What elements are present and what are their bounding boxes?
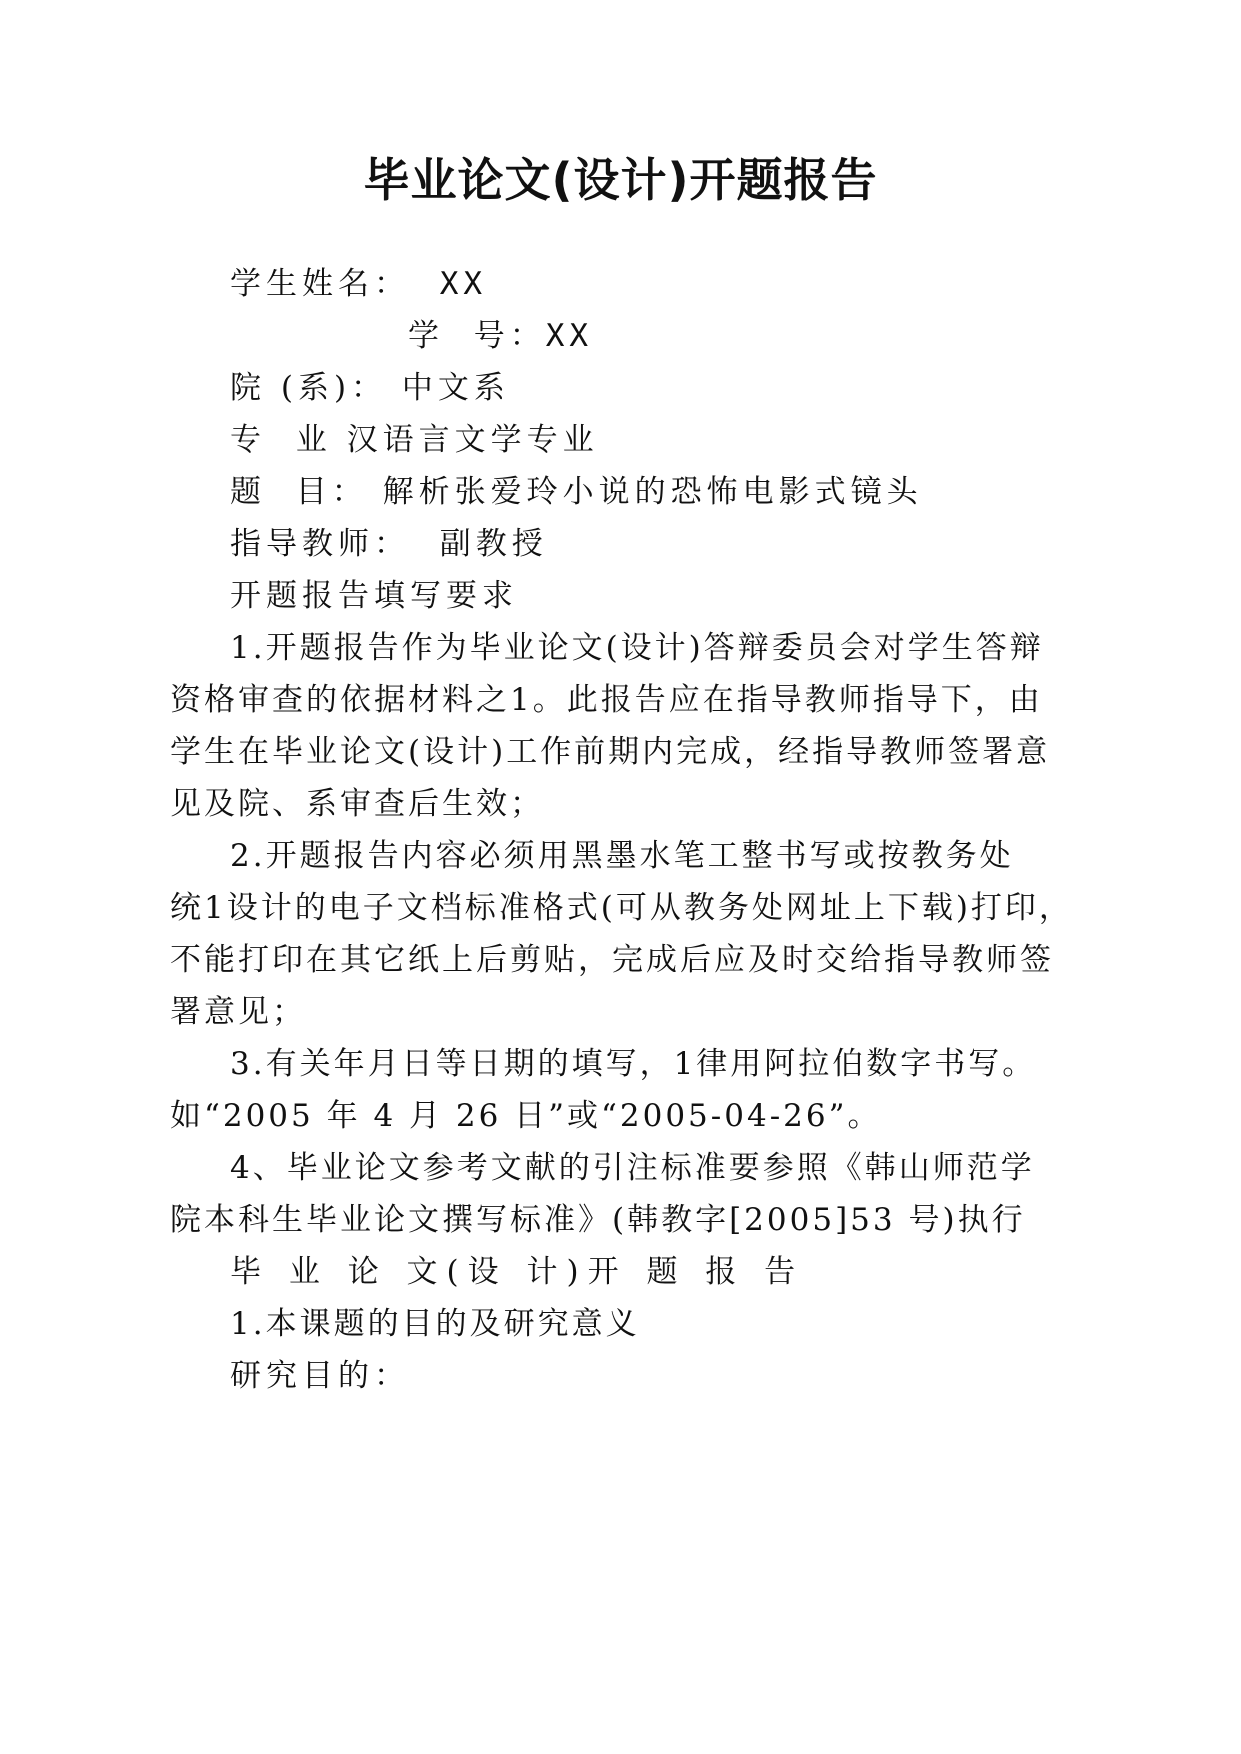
requirement-1-line-2: 资格审查的依据材料之1。此报告应在指导教师指导下，由 (170, 682, 1043, 718)
student-id-label: 学 号： (408, 318, 546, 354)
page-title: 毕业论文(设计)开题报告 (363, 153, 878, 207)
requirement-2-line-4: 署意见； (170, 994, 306, 1030)
requirement-1-line-1: 1.开题报告作为毕业论文(设计)答辩委员会对学生答辩 (230, 630, 1044, 666)
requirement-4-line-1: 4、毕业论文参考文献的引注标准要参照《韩山师范学 (230, 1150, 1035, 1186)
research-purpose-label: 研究目的： (230, 1358, 410, 1394)
requirement-2-line-3: 不能打印在其它纸上后剪贴，完成后应及时交给指导教师签 (170, 942, 1054, 978)
requirement-3-line-1: 3.有关年月日等日期的填写，1律用阿拉伯数字书写。 (230, 1046, 1037, 1082)
department-value: 中文系 (401, 370, 510, 406)
department-label: 院 (系)： (230, 370, 388, 406)
section-1-heading: 1.本课题的目的及研究意义 (230, 1306, 640, 1342)
advisor-value: 副教授 (439, 526, 548, 562)
requirements-heading: 开题报告填写要求 (230, 578, 518, 614)
requirement-2-line-2: 统1设计的电子文档标准格式(可从教务处网址上下载)打印， (170, 890, 1073, 926)
major-label: 专 业 (230, 422, 332, 458)
advisor-row (230, 524, 548, 564)
topic-value: 解析张爱玲小说的恐怖电影式镜头 (382, 474, 923, 510)
requirement-3-line-2: 如“2005 年 4 月 26 日”或“2005-04-26”。 (170, 1098, 882, 1134)
student-name-row (230, 264, 487, 304)
student-id-value: XX (545, 318, 594, 354)
student-id-row (408, 316, 593, 356)
requirement-4-line-2: 院本科生毕业论文撰写标准》(韩教字[2005]53 号)执行 (170, 1202, 1026, 1238)
topic-row (230, 472, 923, 512)
major-value: 汉语言文学专业 (346, 422, 599, 458)
topic-label: 题 目： (230, 474, 368, 510)
student-name-label: 学生姓名： (230, 266, 410, 302)
report-heading: 毕 业 论 文(设 计)开 题 报 告 (230, 1254, 805, 1290)
department-row (230, 368, 510, 408)
student-name-value: XX (439, 266, 488, 302)
requirement-1-line-3: 学生在毕业论文(设计)工作前期内完成，经指导教师签署意 (170, 734, 1051, 770)
advisor-label: 指导教师： (230, 526, 410, 562)
major-row (230, 420, 599, 460)
requirement-1-line-4: 见及院、系审查后生效； (170, 786, 544, 822)
requirement-2-line-1: 2.开题报告内容必须用黑墨水笔工整书写或按教务处 (230, 838, 1014, 874)
